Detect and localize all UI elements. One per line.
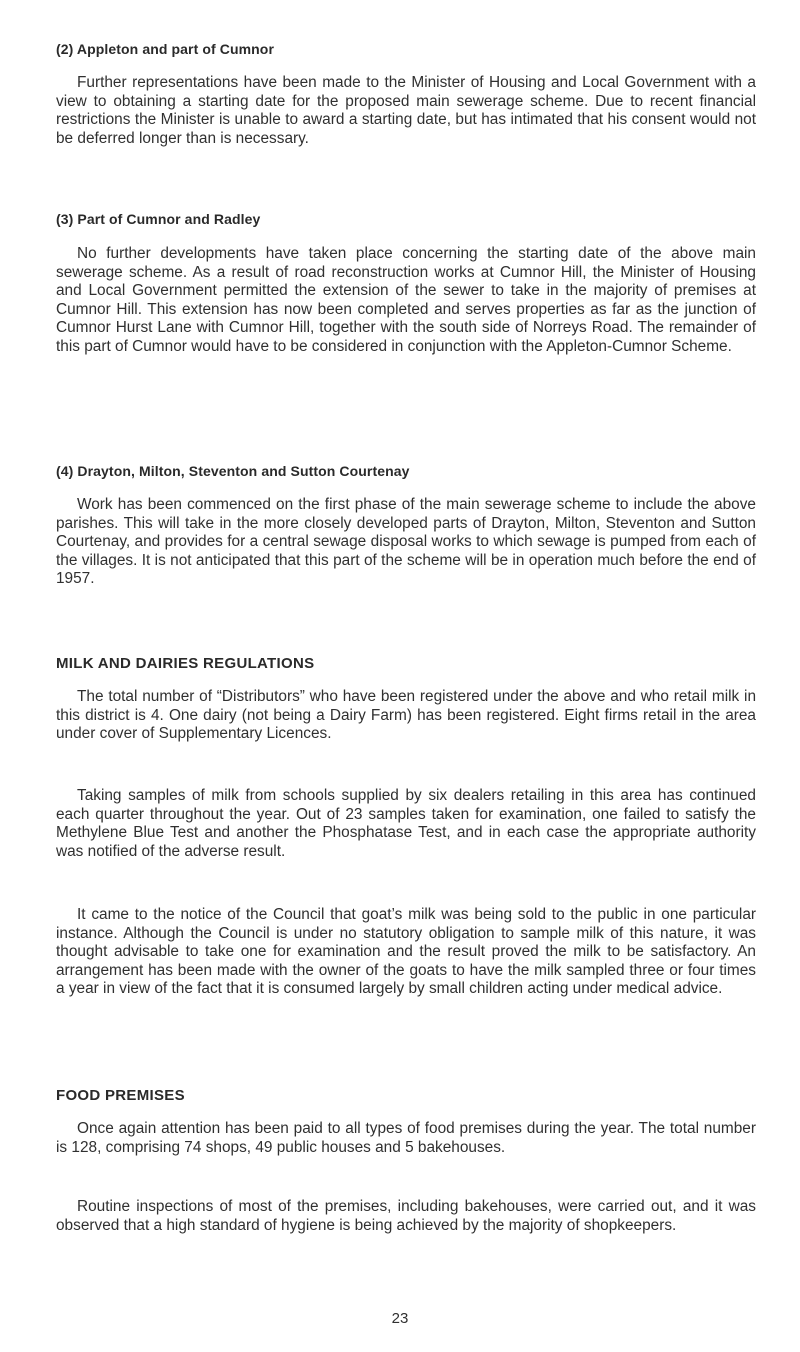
paragraph-food-premises-count: Once again attention has been paid to all types of food premises during the year. The total number is 128, comprising 74 shops, 49 public houses and 5 bakehouses. xyxy=(56,1120,756,1156)
paragraph-goats-milk: It came to the notice of the Council that goat’s milk was being sold to the public in one particular instance. Although the Council is under no statutory obligation to sample milk of this nature, it was thought advisable to take one for examination and the result proved the milk to be satisfactory. An arrangement has been made with the owner of the goats to have the milk sampled three or four times a year in view of the fact that it is consumed largely by small children acting under medical advice. xyxy=(56,906,756,998)
heading-cumnor-radley: (3) Part of Cumnor and Radley xyxy=(56,211,261,227)
heading-appleton-cumnor: (2) Appleton and part of Cumnor xyxy=(56,41,275,57)
heading-milk-dairies: MILK AND DAIRIES REGULATIONS xyxy=(56,655,315,672)
paragraph-routine-inspections: Routine inspections of most of the premises, including bakehouses, were carried out, and it was observed that a high standard of hygiene is being achieved by the majority of shopkeepers. xyxy=(56,1198,756,1234)
paragraph-cumnor-radley: No further developments have taken place concerning the starting date of the above main sewerage scheme. As a result of road reconstruction works at Cumnor Hill, the Minister of Housing and Local Government permitted the extension of the sewer to take in the majority of premises at Cumnor Hill. This extension has now been completed and serves properties as far as the junction of Cumnor Hurst Lane with Cumnor Hill, together with the south side of Norreys Road. The remainder of this part of Cumnor would have to be considered in conjunction with the Appleton-Cumnor Scheme. xyxy=(56,245,756,355)
page-number: 23 xyxy=(391,1310,409,1327)
heading-drayton-milton: (4) Drayton, Milton, Steventon and Sutton Courtenay xyxy=(56,463,410,479)
paragraph-distributors: The total number of “Distributors” who have been registered under the above and who retail milk in this district is 4. One dairy (not being a Dairy Farm) has been registered. Eight firms retail in the area under cover of Supplementary Licences. xyxy=(56,688,756,743)
heading-food-premises: FOOD PREMISES xyxy=(56,1087,185,1104)
paragraph-milk-samples: Taking samples of milk from schools supplied by six dealers retailing in this area has continued each quarter throughout the year. Out of 23 samples taken for examination, one failed to satisfy the Methylene Blue Test and another the Phosphatase Test, and in each case the appropriate authority was notified of the adverse result. xyxy=(56,787,756,860)
paragraph-drayton-milton: Work has been commenced on the first phase of the main sewerage scheme to include the above parishes. This will take in the more closely developed parts of Drayton, Milton, Steventon and Sutton Courtenay, and provides for a central sewage disposal works to which sewage is pumped from each of the villages. It is not anticipated that this part of the scheme will be in operation much before the end of 1957. xyxy=(56,496,756,588)
paragraph-appleton-cumnor: Further representations have been made to the Minister of Housing and Local Government with a view to obtaining a starting date for the proposed main sewerage scheme. Due to recent financial restrictions the Minister is unable to award a starting date, but has intimated that his consent would not be deferred longer than is necessary. xyxy=(56,74,756,147)
